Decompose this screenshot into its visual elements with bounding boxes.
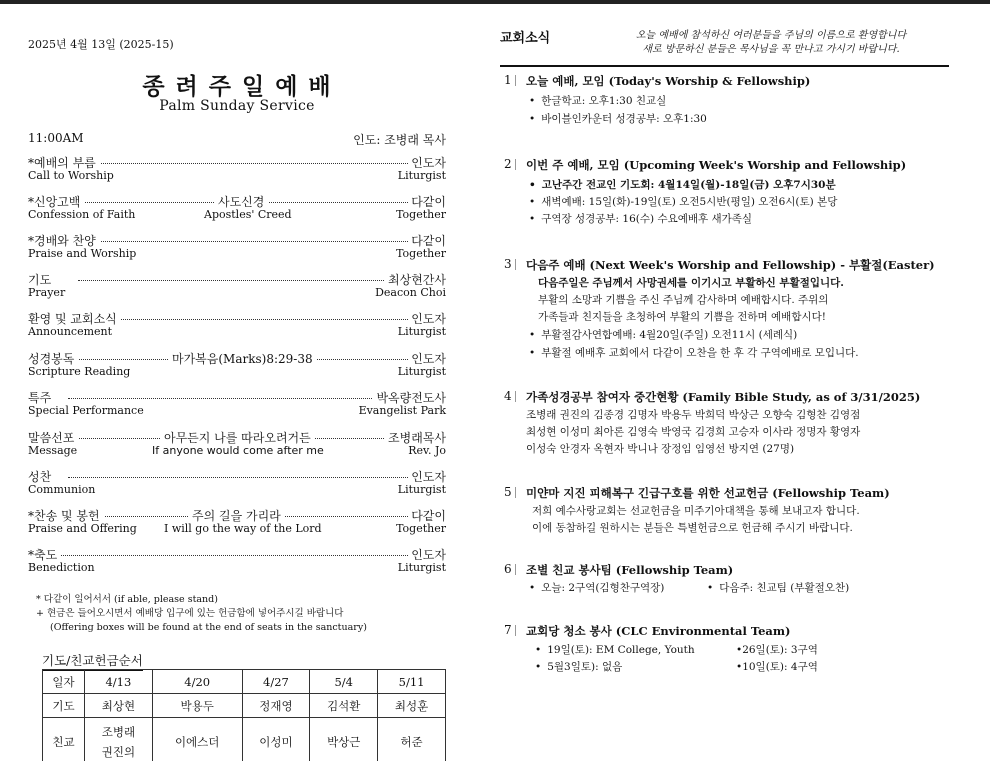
roster-table xyxy=(42,669,446,761)
news-item: • 다음주: 친교팀 (부활절오찬) xyxy=(704,580,849,595)
welcome-line: 오늘 예배에 참석하신 여러분들을 주님의 이름으로 환영합니다 xyxy=(635,30,907,41)
section-number: 1 xyxy=(504,73,512,87)
order-item xyxy=(28,468,446,498)
order-item-ko: 성찬 xyxy=(28,468,55,485)
news-text: 최성현 이성미 최아론 김영숙 박영국 김경희 고승자 이사라 정명자 황영자 xyxy=(526,426,861,438)
order-item-role-ko: 인도자 xyxy=(408,350,446,367)
roster-cell: 박상근 xyxy=(310,718,378,761)
order-item-en: Prayer xyxy=(28,286,66,299)
roster-cell: 4/13 xyxy=(85,670,153,694)
order-item-role-ko: 박옥량전도사 xyxy=(373,389,446,406)
order-item-role-en: Together xyxy=(396,247,446,260)
news-text: 부활의 소망과 기쁨을 주신 주님께 감사하며 예배합시다. 주위의 xyxy=(538,294,829,306)
news-text: 이성숙 안경자 옥현자 박니나 장정임 임영선 방지연 (27명) xyxy=(526,443,795,455)
section-title: 오늘 예배, 모임 (Today's Worship & Fellowship) xyxy=(526,74,811,88)
news-item: •26일(토): 3구역 xyxy=(736,644,818,656)
order-item-detail-ko: 주의 길을 가리라 xyxy=(188,507,285,524)
order-item-role-ko: 다같이 xyxy=(408,193,446,210)
roster-header-row xyxy=(43,670,446,694)
order-item xyxy=(28,507,446,537)
order-item-en: Scripture Reading xyxy=(28,365,131,378)
order-item xyxy=(28,546,446,576)
order-item-en: Special Performance xyxy=(28,404,144,417)
section-title: 가족성경공부 참여자 중간현황 (Family Bible Study, as of 3/31/2025) xyxy=(526,390,921,404)
order-item-role-en: Liturgist xyxy=(397,365,446,378)
order-item-detail-en: If anyone would come after me xyxy=(152,444,324,457)
offering-note-english: (Offering boxes will be found at the end of seats in the sanctuary) xyxy=(50,622,367,633)
order-item-role-ko: 인도자 xyxy=(408,154,446,171)
bulletin-date: 2025년 4월 13일 (2025-15) xyxy=(28,38,174,51)
roster-cell: 최성훈 xyxy=(378,694,446,718)
order-item xyxy=(28,389,446,419)
roster-cell: 정재영 xyxy=(242,694,310,718)
order-item-role-en: Rev. Jo xyxy=(408,444,446,457)
order-item-role-en: Together xyxy=(396,208,446,221)
order-item-ko: 성경봉독 xyxy=(28,350,78,367)
section-title: 이번 주 예배, 모임 (Upcoming Week's Worship and Fellowship) xyxy=(526,158,907,172)
section-title: 미얀마 지진 피해복구 긴급구호를 위한 선교헌금 (Fellowship Team) xyxy=(526,486,890,500)
order-item-en: Call to Worship xyxy=(28,169,114,182)
order-item-role-ko: 최상현간사 xyxy=(385,271,446,288)
order-item-role-en: Liturgist xyxy=(397,169,446,182)
roster-cell: 허준 xyxy=(378,718,446,761)
section-title: 교회당 청소 봉사 (CLC Environmental Team) xyxy=(526,624,791,638)
order-item-role-en: Liturgist xyxy=(397,561,446,574)
section-title: 다음주 예배 (Next Week's Worship and Fellowship) - 부활절(Easter) xyxy=(526,258,935,272)
order-item xyxy=(28,193,446,223)
order-item xyxy=(28,429,446,459)
roster-cell: 이성미 xyxy=(242,718,310,761)
news-item: • 5월3일토): 없음 xyxy=(532,659,622,674)
offering-note: + 현금은 들어오시면서 예배당 입구에 있는 헌금함에 넣어주시길 바랍니다 xyxy=(36,608,344,619)
service-notes xyxy=(36,593,367,635)
news-item: • 한글학교: 오후1:30 친교실 xyxy=(526,93,666,108)
section-number: 7 xyxy=(504,623,512,637)
order-item-en: Confession of Faith xyxy=(28,208,136,221)
order-item-ko: *찬송 및 봉헌 xyxy=(28,507,104,524)
order-item-en: Announcement xyxy=(28,325,113,338)
news-text: 저희 예수사랑교회는 선교헌금을 미주기아대책을 통해 보내고자 합니다. xyxy=(532,505,860,517)
order-item-detail-ko: 아무든지 나를 따라오려거든 xyxy=(160,429,315,446)
roster-cell: 4/27 xyxy=(242,670,310,694)
news-text: 조병래 권진의 김종경 김명자 박용두 박희덕 박상근 오향숙 김형찬 김영점 xyxy=(526,409,861,421)
news-item: • 구역장 성경공부: 16(수) 수요예배후 새가족실 xyxy=(526,211,752,226)
roster-cell: 기도 xyxy=(43,694,85,718)
news-text: 이에 동참하길 원하시는 분들은 특별헌금으로 헌금해 주시기 바랍니다. xyxy=(532,522,853,534)
order-item xyxy=(28,350,446,380)
news-item: • 부활절감사연합예배: 4월20일(주일) 오전11시 (세례식) xyxy=(526,327,797,342)
news-text: 가족들과 친지들을 초청하여 부활의 기쁨을 전하며 예배합시다! xyxy=(538,311,826,323)
roster-cell: 5/11 xyxy=(378,670,446,694)
news-heading: 교회소식 xyxy=(500,31,551,46)
order-item-detail-ko: 마가복음(Marks)8:29-38 xyxy=(168,350,317,367)
news-item: • 새벽예배: 15일(화)-19일(토) 오전5시반(평일) 오전6시(토) 본당 xyxy=(526,194,837,209)
news-item: • 오늘: 2구역(김형찬구역장) xyxy=(526,580,664,595)
roster-cell: 친교 xyxy=(43,718,85,761)
news-item: • 부활절 예배후 교회에서 다같이 오찬을 한 후 각 구역예배로 모입니다. xyxy=(526,345,859,360)
service-time: 11:00AM xyxy=(28,131,84,145)
service-leader: 인도: 조병래 목사 xyxy=(353,133,446,147)
order-item-role-ko: 인도자 xyxy=(408,468,446,485)
order-item-role-en: Evangelist Park xyxy=(358,404,446,417)
roster-name: 권진의 xyxy=(101,744,136,759)
section-number: 2 xyxy=(504,157,512,171)
order-item-ko: 기도 xyxy=(28,271,55,288)
roster-cell: 5/4 xyxy=(310,670,378,694)
roster-cell xyxy=(85,718,153,761)
welcome-message xyxy=(612,29,930,57)
order-item-role-ko: 다같이 xyxy=(408,232,446,249)
order-item-ko: 특주 xyxy=(28,389,55,406)
order-item xyxy=(28,154,446,184)
section-number: 3 xyxy=(504,257,512,271)
stand-note: * 다같이 일어서서 (if able, please stand) xyxy=(36,594,218,605)
order-item-ko: 환영 및 교회소식 xyxy=(28,310,121,327)
roster-fellowship-row xyxy=(43,718,446,761)
order-item-role-ko: 조병래목사 xyxy=(385,429,446,446)
order-item-en: Praise and Offering xyxy=(28,522,137,535)
order-item-ko: *축도 xyxy=(28,546,61,563)
order-item-ko: *신앙고백 xyxy=(28,193,84,210)
top-border xyxy=(0,0,990,4)
roster-cell: 최상현 xyxy=(85,694,153,718)
order-item-detail-en: Apostles' Creed xyxy=(204,208,292,221)
order-item-detail-ko: 사도신경 xyxy=(214,193,268,210)
roster-cell: 일자 xyxy=(43,670,85,694)
section-number: 4 xyxy=(504,389,512,403)
roster-name: 조병래 xyxy=(101,724,136,739)
section-number: 6 xyxy=(504,562,512,576)
roster-cell: 이에스더 xyxy=(152,718,242,761)
order-item-role-en: Liturgist xyxy=(397,483,446,496)
roster-cell: 박용두 xyxy=(152,694,242,718)
section-title: 조별 친교 봉사팀 (Fellowship Team) xyxy=(526,563,734,577)
order-item-role-en: Together xyxy=(396,522,446,535)
order-item-ko: *예배의 부름 xyxy=(28,154,100,171)
news-item: • 고난주간 전교인 기도회: 4월14일(월)-18일(금) 오후7시30분 xyxy=(526,177,836,192)
order-item-role-en: Liturgist xyxy=(397,325,446,338)
service-title-korean: 종려주일예배 xyxy=(142,73,342,100)
news-item: •10일(토): 4구역 xyxy=(736,661,818,673)
news-item: • 19일(토): EM College, Youth xyxy=(532,642,695,657)
section-number: 5 xyxy=(504,485,512,499)
order-item-ko: *경배와 찬양 xyxy=(28,232,100,249)
news-text: 다음주일은 주님께서 사망권세를 이기시고 부활하신 부활절입니다. xyxy=(538,277,844,289)
news-item: • 바이블인카운터 성경공부: 오후1:30 xyxy=(526,111,707,126)
order-item xyxy=(28,232,446,262)
order-item-role-en: Deacon Choi xyxy=(375,286,446,299)
roster-title: 기도/친교헌금순서 xyxy=(42,651,143,671)
roster-prayer-row xyxy=(43,694,446,718)
service-title-english: Palm Sunday Service xyxy=(159,98,315,114)
roster-cell: 김석환 xyxy=(310,694,378,718)
order-item-en: Communion xyxy=(28,483,96,496)
order-item-role-ko: 다같이 xyxy=(408,507,446,524)
order-item-en: Benediction xyxy=(28,561,95,574)
order-item-detail-en: I will go the way of the Lord xyxy=(164,522,322,535)
order-item-en: Message xyxy=(28,444,78,457)
order-item-role-ko: 인도자 xyxy=(408,546,446,563)
order-item-en: Praise and Worship xyxy=(28,247,137,260)
order-item xyxy=(28,310,446,340)
header-rule xyxy=(500,65,949,67)
order-item-ko: 말씀선포 xyxy=(28,429,78,446)
roster-cell: 4/20 xyxy=(152,670,242,694)
order-item-role-ko: 인도자 xyxy=(408,310,446,327)
welcome-line: 새로 방문하신 분들은 목사님을 꼭 만나고 가시기 바랍니다. xyxy=(642,44,900,55)
order-item xyxy=(28,271,446,301)
